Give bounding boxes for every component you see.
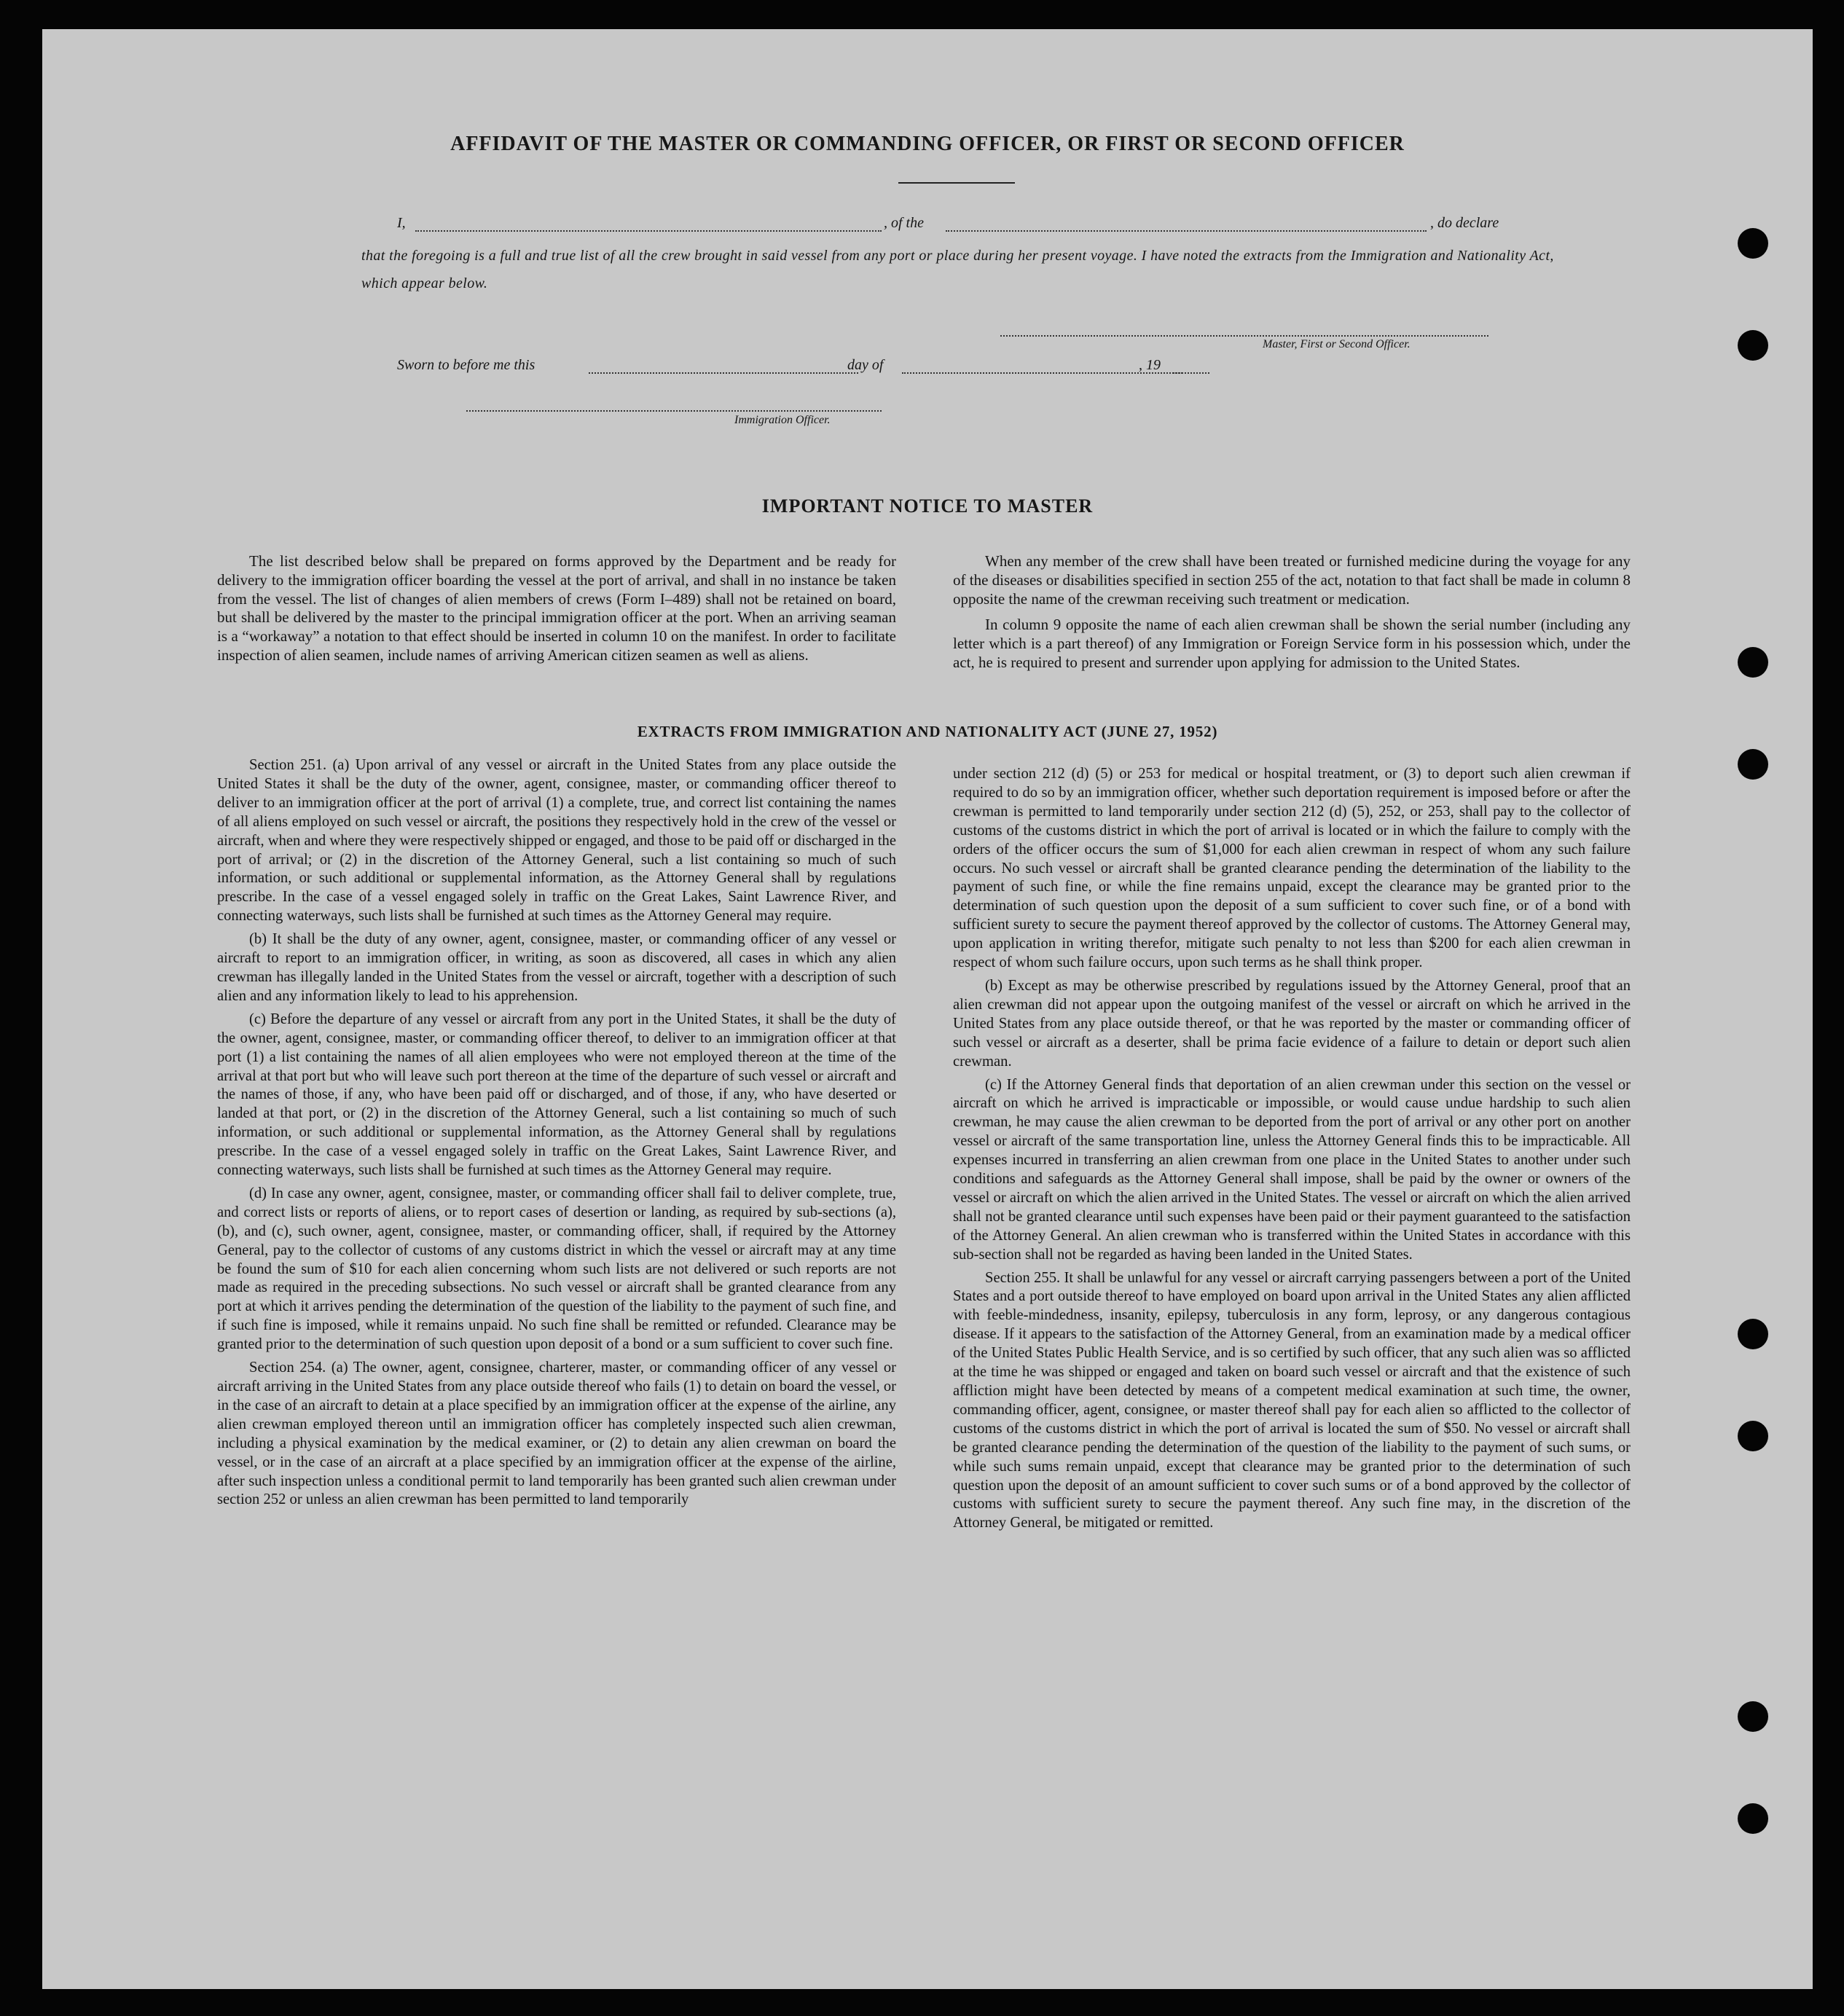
section-251-a: Section 251. (a) Upon arrival of any vessel or aircraft in the United States from any place outside the United States it shall be the duty of the owner, agent, consignee, master, or commanding officer thereof to deliver to an immigration officer at the port of arrival (1) a complete, true, and correct list containing the names of all aliens employed on such vessel or aircraft, the positions they respectively hold in the crew of the vessel or aircraft, when and where they were respectively shipped or engaged, and those to be paid off or discharged in the port of arrival; or (2) in the discretion of the Attorney General, such a list containing so much of such information, or such additional or supplemental information, as the Attorney General shall by regulations prescribe. In the case of a vessel engaged solely in traffic on the Great Lakes, Saint Lawrence River, and connecting waterways, such lists shall be furnished at such times as the Attorney General may require. — [217, 757, 896, 925]
section-254-a: Section 254. (a) The owner, agent, consignee, charterer, master, or commanding officer of any vessel or aircraft arriving in the United States from any place outside thereof who fails (1) to detain on board the vessel, or in the case of an aircraft to detain at a place specified by an immigration officer at the expense of the airline, any alien crewman employed thereon until an immigration officer has completely inspected such alien crewman, including a physical examination by the medical examiner, or (2) to detain any alien crewman on board the vessel, or in the case of an aircraft at a place specified by an immigration officer at the expense of the airline, after such inspection unless a conditional permit to land temporarily has been granted such alien crewman under section 252 or unless an alien crewman has been permitted to land temporarily — [217, 1360, 896, 1508]
section-251-b: (b) It shall be the duty of any owner, agent, consignee, master, or commanding officer of any vessel or aircraft to report to an immigration officer, in writing, as soon as discovered, all cases in which any alien crewman has illegally landed in the United States from the vessel or aircraft, together with a description of such alien and any information likely to lead to his apprehension. — [217, 931, 896, 1004]
master-signature-line[interactable] — [1000, 335, 1488, 337]
extracts-left-column — [217, 756, 896, 1514]
officer-signature-line[interactable] — [466, 410, 882, 412]
sworn-day-field[interactable] — [589, 372, 858, 374]
section-251-d: (d) In case any owner, agent, consignee, master, or commanding officer shall fail to deliver complete, true, and correct lists or reports of aliens, or to report cases of desertion or landing, as required by sub-sections (a), (b), and (c), such owner, agent, consignee, master, or commanding officer, shall, if required by the Attorney General, pay to the collector of customs of any customs district in which the vessel or aircraft may at any time be found the sum of $10 for each alien concerning whom such lists are not delivered or such reports are not made as required in the preceding subsections. No such vessel or aircraft shall be granted clearance from any port at which it arrives pending the determination of the question of the liability to the payment of such fine, and if such fine is imposed, while it remains unpaid. No such fine shall be remitted or refunded. Clearance may be granted prior to the determination of such question upon deposit of a bond or a sum sufficient to cover such fine. — [217, 1185, 896, 1353]
punch-hole — [1738, 749, 1768, 780]
punch-hole — [1738, 1319, 1768, 1349]
declarant-name-field[interactable] — [415, 230, 882, 232]
affidavit-title: AFFIDAVIT OF THE MASTER OR COMMANDING OFFICER, OR FIRST OR SECOND OFFICER — [450, 133, 1405, 155]
year-label: , 19 — [1139, 357, 1161, 373]
vessel-name-field[interactable] — [946, 230, 1427, 232]
document-page — [42, 29, 1813, 1989]
title-rule — [898, 182, 1015, 184]
sworn-year-field[interactable] — [1173, 372, 1209, 374]
notice-right-paragraph-1: When any member of the crew shall have been treated or furnished medicine during the voyage for any of the diseases or disabilities specified in section 255 of the act, notation to that fact shall be made in column 8 opposite the name of the crewman receiving such treatment or medication. — [953, 552, 1631, 608]
section-251-c: (c) Before the departure of any vessel or aircraft from any port in the United States, it shall be the duty of the owner, agent, consignee, master, or commanding officer thereof, to deliver to an immigration officer at that port (1) a list containing the names of all alien employees who were not employed thereon at the time of the arrival at that port but who will leave such port thereon at the time of the departure of such vessel or aircraft and the names of those, if any, who have been paid off or discharged, and of those, if any, who have deserted or landed at that port, or (2) in the discretion of the Attorney General, such a list containing so much of such information, or such additional or supplemental information, as the Attorney General shall by regulations prescribe. In the case of a vessel engaged solely in traffic on the Great Lakes, Saint Lawrence River, and connecting waterways, such lists shall be furnished at such times as the Attorney General may require. — [217, 1011, 896, 1179]
extracts-title: EXTRACTS FROM IMMIGRATION AND NATIONALITY ACT (JUNE 27, 1952) — [637, 723, 1218, 740]
affidavit-i-label: I, — [397, 215, 406, 231]
master-signature-label: Master, First or Second Officer. — [1263, 338, 1411, 350]
punch-hole — [1738, 330, 1768, 361]
do-declare-label: , do declare — [1430, 215, 1499, 231]
punch-hole — [1738, 1421, 1768, 1451]
notice-left-column — [217, 552, 896, 670]
sworn-label: Sworn to before me this — [397, 357, 535, 373]
notice-left-paragraph: The list described below shall be prepared on forms approved by the Department and be ready for delivery to the immigration officer boarding the vessel at the port of arrival, and shall in no instance be taken from the vessel. The list of changes of alien members of crews (Form I–489) shall not be retained on board, but shall be delivered by the master to the principal immigration officer at the port. When an arriving seaman is a “workaway” a notation to that effect should be inserted in column 10 on the manifest. In order to facilitate inspection of alien seamen, include names of arriving American citizen seamen as well as aliens. — [217, 552, 896, 664]
punch-hole — [1738, 1803, 1768, 1834]
extracts-right-column — [953, 765, 1631, 1537]
of-the-label: , of the — [884, 215, 924, 231]
section-255: Section 255. It shall be unlawful for any vessel or aircraft carrying passengers between a port of the United States and a port outside thereof to have employed on board upon arrival in the United States any alien afflicted with feeble-mindedness, insanity, epilepsy, tuberculosis in any form, leprosy, or any dangerous contagious disease. If it appears to the satisfaction of the Attorney General, from an examination made by a medical officer of the United States Public Health Service, and is so certified by such officer, that any such alien was so afflicted at the time he was shipped or engaged and taken on board such vessel or aircraft and that the existence of such affliction might have been detected by means of a competent medical examination at such time, the owner, commanding officer, agent, consignee, or master thereof shall pay for each alien so afflicted to the collector of customs of the customs district in which the port of arrival is located the sum of $50. No vessel or aircraft shall be granted clearance pending the determination of the question of the liability to the payment of such sums, or while such sums remain unpaid, except that clearance may be granted prior to the determination of such question upon the deposit of an amount sufficient to cover such sums or of a bond approved by the collector of customs with sufficient surety to secure the payment thereof. Any such fine may, in the discretion of the Attorney General, be mitigated or remitted. — [953, 1269, 1631, 1531]
punch-hole — [1738, 647, 1768, 678]
affidavit-statement: that the foregoing is a full and true list of all the crew brought in said vessel from any port or place during her present voyage. I have noted the extracts from the Immigration and Nationality Act, which appear below. — [361, 248, 1554, 291]
section-254-c: (c) If the Attorney General finds that deportation of an alien crewman under this section on the vessel or aircraft on which he arrived is impracticable or impossible, or would cause undue hardship to such alien crewman, he may cause the alien crewman to be deported from the port of arrival or any other port on another vessel or aircraft of the same transportation line, unless the Attorney General finds this to be impracticable. All expenses incurred in transferring an alien crewman from one place in the United States to another under such conditions and safeguards as the Attorney General shall impose, shall be paid by the owner or owners of the vessel or aircraft on which the alien arrived in the United States. The vessel or aircraft on which the alien arrived shall not be granted clearance until such expenses have been paid or their payment guaranteed to the satisfaction of the Attorney General. An alien crewman who is transferred within the United States in accordance with this sub-section shall not be regarded as having been landed in the United States. — [953, 1076, 1631, 1263]
notice-right-column — [953, 552, 1631, 677]
officer-signature-label: Immigration Officer. — [734, 414, 831, 426]
section-254-b: (b) Except as may be otherwise prescribed by regulations issued by the Attorney General, proof that an alien crewman did not appear upon the outgoing manifest of the vessel or aircraft on which he arrived in the United States from any place outside thereof, or that he was reported by the master or commanding officer of such vessel or aircraft as a deserter, shall be prima facie evidence of a failure to detain or deport such alien crewman. — [953, 977, 1631, 1070]
punch-hole — [1738, 1701, 1768, 1732]
section-254-a-continued: under section 212 (d) (5) or 253 for medical or hospital treatment, or (3) to deport such alien crewman if required to do so by an immigration officer, whether such deportation requirement is imposed before or after the crewman is permitted to land temporarily under section 212 (d) (5), 252, or 253, shall pay to the collector of customs of the customs district in which the port of arrival is located or in which the failure to comply with the orders of the officer occurs the sum of $1,000 for each alien crewman in respect of whom any such failure occurs. No such vessel or aircraft shall be granted clearance pending the determination of the liability to the payment of such fine, or while the fine remains unpaid, except the clearance may be granted prior to the determination of such question upon the deposit of a sum sufficient to cover such fine, or of a bond with sufficient surety to secure the payment thereof approved by the collector of customs. The Attorney General may, upon application in writing therefor, mitigate such penalty to not less than $200 for each alien crewman in respect of whom such failure occurs, upon such terms as he shall think proper. — [953, 766, 1631, 971]
notice-right-paragraph-2: In column 9 opposite the name of each alien crewman shall be shown the serial number (including any letter which is a part thereof) of any Immigration or Foreign Service form in his possession which, under the act, he is required to present and surrender upon applying for admission to the United States. — [953, 616, 1631, 671]
notice-title: IMPORTANT NOTICE TO MASTER — [761, 495, 1094, 517]
punch-hole — [1738, 228, 1768, 259]
day-of-label: day of — [847, 357, 884, 373]
